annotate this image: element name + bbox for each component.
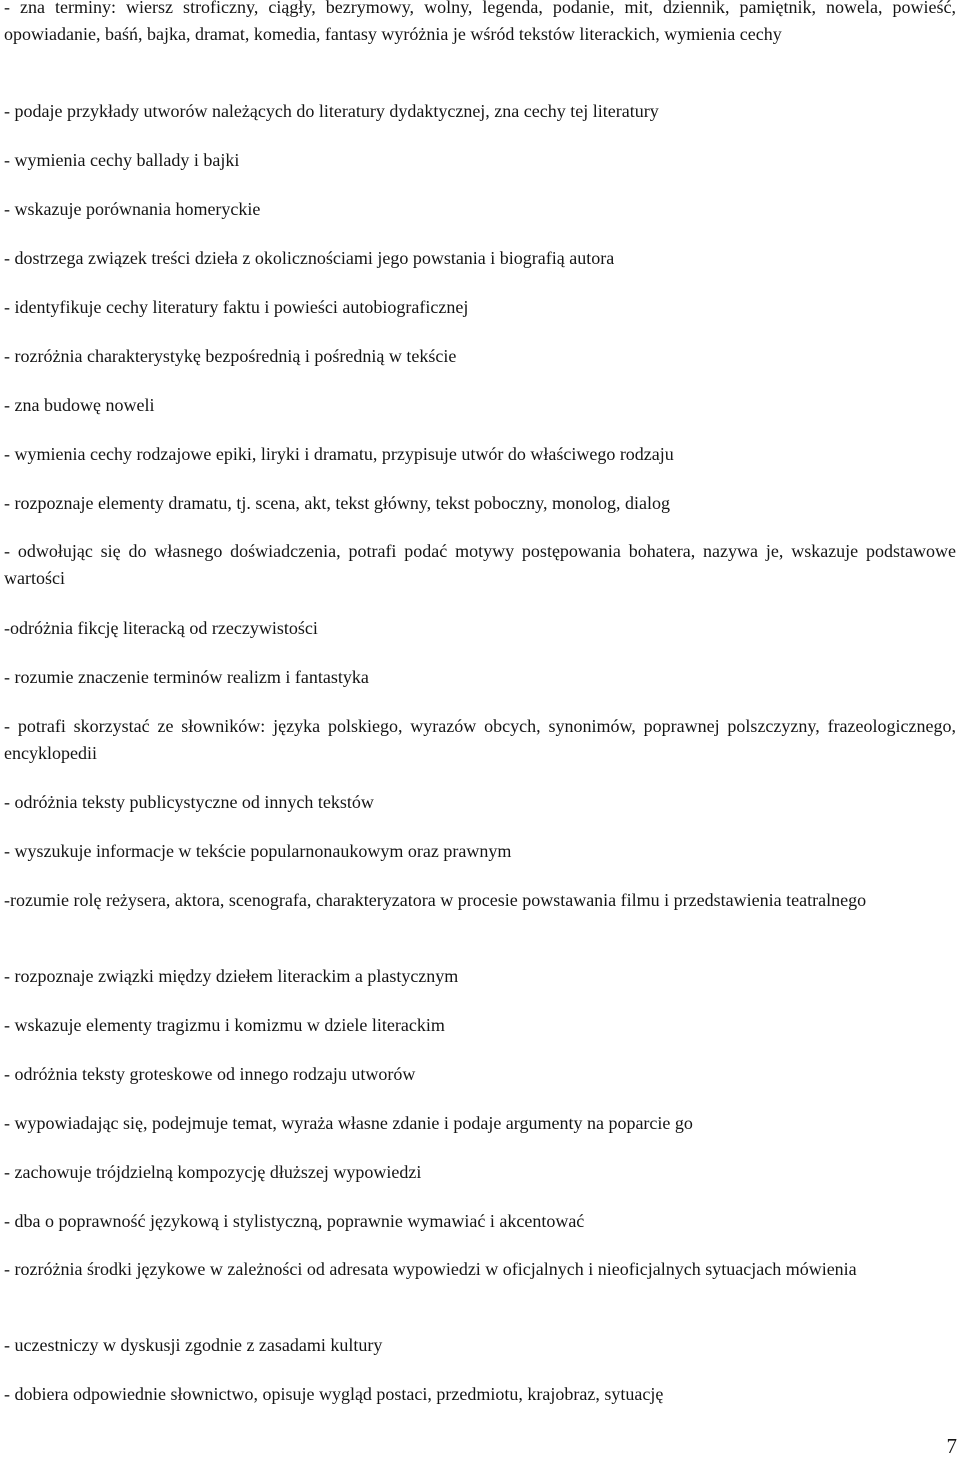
list-item: - uczestniczy w dyskusji zgodnie z zasadami kultury (4, 1335, 383, 1355)
list-item: - rozpoznaje elementy dramatu, tj. scena, akt, tekst główny, tekst poboczny, monolog, dialog (4, 493, 670, 513)
page-number: 7 (946, 1434, 957, 1458)
list-item: - wskazuje porównania homeryckie (4, 199, 261, 219)
list-item: - wymienia cechy rodzajowe epiki, liryki i dramatu, przypisuje utwór do właściwego rodzaju (4, 444, 674, 464)
list-item: - dobiera odpowiednie słownictwo, opisuje wygląd postaci, przedmiotu, krajobraz, sytuację (4, 1384, 664, 1404)
list-item: - dba o poprawność językową i stylistyczną, poprawnie wymawiać i akcentować (4, 1211, 585, 1231)
list-item: - wypowiadając się, podejmuje temat, wyraża własne zdanie i podaje argumenty na poparcie go (4, 1113, 693, 1133)
list-item: - dostrzega związek treści dzieła z okolicznościami jego powstania i biografią autora (4, 248, 615, 268)
list-item: - rozróżnia środki językowe w zależności od adresata wypowiedzi w oficjalnych i nieoficjalnych sytuacjach mówienia (4, 1259, 857, 1279)
list-item: - zna terminy: wiersz stroficzny, ciągły, bezrymowy, wolny, legenda, podanie, mit, dziennik, pamiętnik, nowela, powieść, opowiadanie, baśń, bajka, dramat, komedia, fantasy wyróżnia je wśród tekstów literackich, wymienia cechy (4, 0, 956, 44)
list-item: - odróżnia teksty publicystyczne od innych tekstów (4, 792, 374, 812)
list-item: - wymienia cechy ballady i bajki (4, 150, 240, 170)
list-item: - rozumie znaczenie terminów realizm i fantastyka (4, 667, 369, 687)
list-item: - zachowuje trójdzielną kompozycję dłuższej wypowiedzi (4, 1162, 422, 1182)
list-item: - podaje przykłady utworów należących do literatury dydaktycznej, zna cechy tej literatury (4, 101, 659, 121)
list-item: - rozpoznaje związki między dziełem literackim a plastycznym (4, 966, 459, 986)
list-item: - wyszukuje informacje w tekście popularnonaukowym oraz prawnym (4, 841, 512, 861)
list-item: - rozróżnia charakterystykę bezpośrednią i pośrednią w tekście (4, 346, 457, 366)
list-item: -odróżnia fikcję literacką od rzeczywistości (4, 618, 318, 638)
list-item: - odwołując się do własnego doświadczenia, potrafi podać motywy postępowania bohatera, nazywa je, wskazuje podstawowe wartości (4, 541, 956, 588)
list-item: - identyfikuje cechy literatury faktu i powieści autobiograficznej (4, 297, 469, 317)
list-item: -rozumie rolę reżysera, aktora, scenografa, charakteryzatora w procesie powstawania filmu i przedstawienia teatralnego (4, 890, 867, 910)
list-item: - wskazuje elementy tragizmu i komizmu w dziele literackim (4, 1015, 445, 1035)
list-item: - zna budowę noweli (4, 395, 155, 415)
list-item: - odróżnia teksty groteskowe od innego rodzaju utworów (4, 1064, 416, 1084)
list-item: - potrafi skorzystać ze słowników: języka polskiego, wyrazów obcych, synonimów, poprawnej polszczyzny, frazeologicznego, encyklopedii (4, 716, 956, 763)
